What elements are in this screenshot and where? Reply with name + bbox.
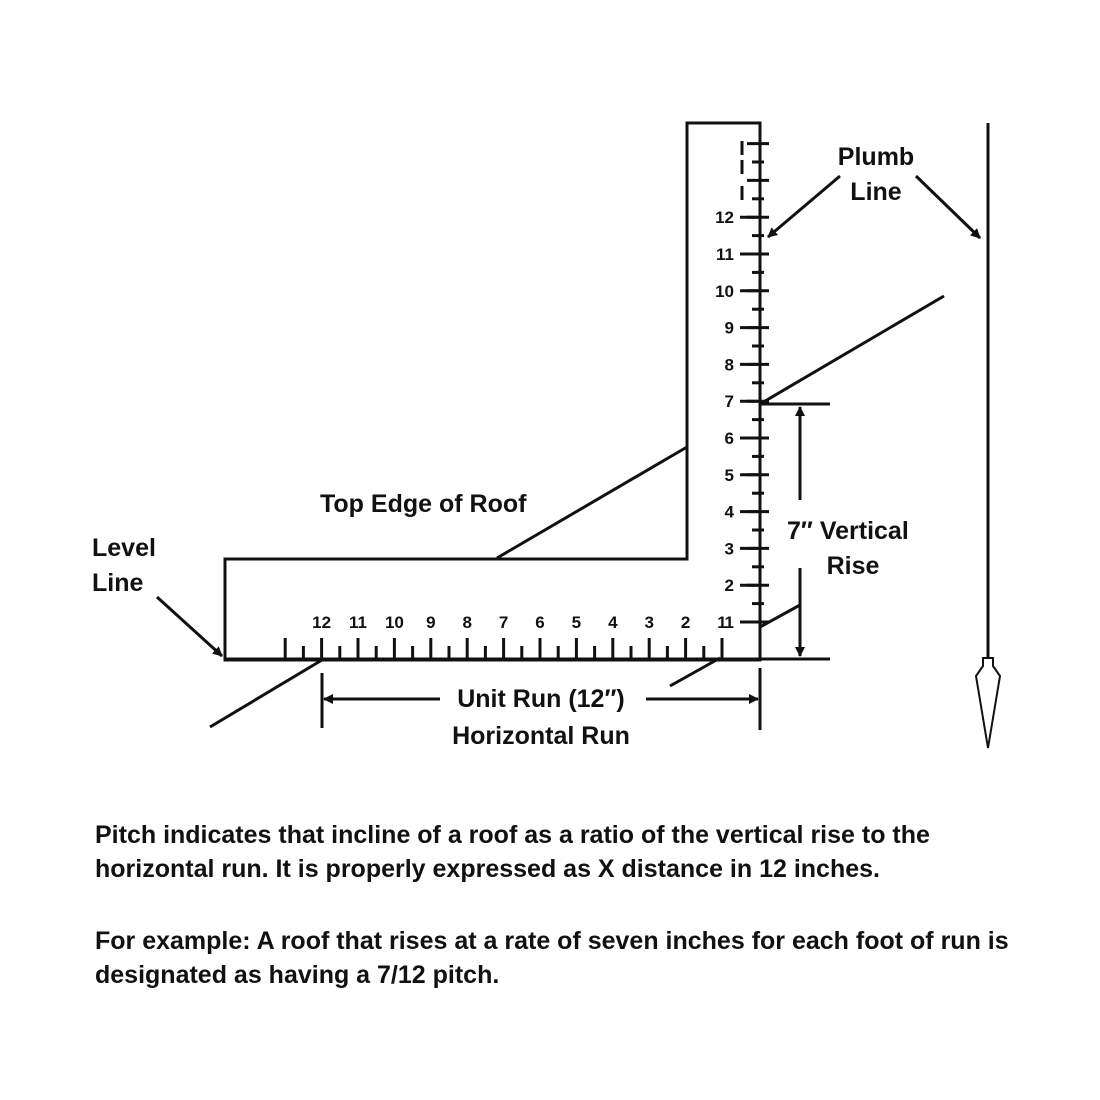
- vertical-scale-number: 10: [715, 281, 734, 301]
- pitch-definition-text: Pitch indicates that incline of a roof as a ratio of the vertical rise to the horizontal run. It is properly expressed as X distance in 12 inches.: [95, 821, 930, 883]
- horizontal-scale-number: 11: [349, 613, 367, 632]
- vertical-scale-number: 7: [724, 392, 734, 412]
- roof-line-right: [760, 605, 800, 627]
- horizontal-scale-number: 9: [426, 613, 436, 632]
- horizontal-scale-number: 10: [384, 613, 404, 632]
- horizontal-scale-number: 3: [644, 613, 654, 632]
- level-line-arrow: [157, 597, 222, 656]
- horizontal-scale-number: 12: [312, 613, 332, 632]
- vertical-scale-number: 6: [724, 429, 734, 448]
- vertical-scale-number: 5: [724, 465, 734, 485]
- vertical-scale-number: 3: [724, 539, 734, 559]
- pitch-example-text: For example: A roof that rises at a rate of seven inches for each foot of run is designated as having a 7/12 pitch.: [95, 927, 1009, 989]
- framing-square: [225, 123, 760, 660]
- vertical-scale-number: 2: [724, 576, 734, 596]
- roof-line-lower: [210, 660, 322, 727]
- vertical-scale-number: 8: [724, 355, 734, 375]
- horizontal-scale-number: 7: [498, 613, 509, 632]
- horizontal-run-label: Horizontal Run: [452, 722, 630, 750]
- vertical-scale-number: 9: [724, 318, 734, 338]
- vertical-scale-number: 11: [716, 245, 734, 264]
- vertical-scale-number: 4: [724, 502, 734, 522]
- roof-line-upper: [760, 296, 944, 404]
- plumb-bob: [976, 658, 1000, 748]
- plumb-line-label-1: Plumb: [837, 143, 915, 171]
- roof-line-small: [670, 658, 720, 686]
- horizontal-scale-number: 4: [608, 613, 618, 632]
- vertical-scale-number: 1: [724, 613, 734, 632]
- horizontal-scale-number: 1: [717, 613, 727, 632]
- vertical-scale-number: 12: [715, 208, 734, 228]
- unit-run-label: Unit Run (12″): [457, 685, 625, 713]
- horizontal-scale-number: 6: [535, 613, 545, 632]
- horizontal-scale-number: 2: [680, 613, 691, 632]
- level-line-label-2: Line: [92, 569, 144, 597]
- plumb-line-label-2: Line: [850, 178, 902, 206]
- vertical-rise-label-1: 7″ Vertical: [787, 517, 909, 545]
- plumb-arrow-right: [916, 176, 980, 238]
- vertical-rise-label-2: Rise: [826, 552, 880, 580]
- horizontal-scale-number: 5: [571, 613, 582, 632]
- plumb-arrow-left: [768, 176, 840, 237]
- level-line-label-1: Level: [92, 534, 156, 562]
- top-edge-label: Top Edge of Roof: [320, 490, 527, 518]
- horizontal-scale-number: 8: [462, 613, 472, 632]
